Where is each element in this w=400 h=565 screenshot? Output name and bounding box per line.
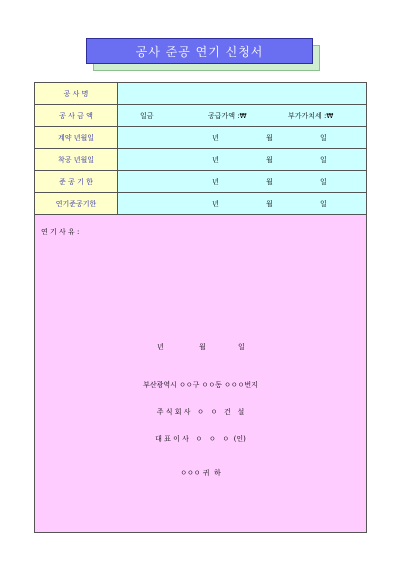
year-unit: 년 [212,155,219,164]
reason-label: 연 기 사 유 : [41,228,80,236]
supply-price: 공급가액 :₩ [208,111,247,120]
project-name-field[interactable] [118,83,366,104]
extended-deadline-field[interactable] [118,193,366,214]
recipient: ㅇㅇㅇ 귀 하 [180,469,221,477]
row-extended-deadline [35,193,366,215]
row-project-name [35,83,366,105]
application-form [34,82,367,533]
completion-deadline-field[interactable] [118,171,366,192]
day-unit: 일 [320,177,327,186]
day-unit: 일 [320,155,327,164]
amount-prefix: 일금 [140,111,154,120]
date-month: 월 [199,343,206,351]
company-address: 부산광역시 ㅇㅇ구 ㅇㅇ동 ㅇㅇㅇ번지 [143,381,258,389]
label-contract-date: 계약 년월일 [35,127,118,148]
row-project-amount [35,105,366,127]
day-unit: 일 [320,199,327,208]
year-unit: 년 [212,177,219,186]
reason-section[interactable] [35,215,366,532]
ceo-name: 대 표 이 사 ㅇ ㅇ ㅇ (인) [155,435,246,443]
month-unit: 월 [266,133,273,142]
year-unit: 년 [212,199,219,208]
contract-date-field[interactable] [118,127,366,148]
row-start-date [35,149,366,171]
label-extended-deadline: 연기준공기한 [35,193,118,214]
year-unit: 년 [212,133,219,142]
month-unit: 월 [266,199,273,208]
page-title: 공사 준공 연기 신청서 [86,38,313,64]
label-project-amount: 공 사 금 액 [35,105,118,126]
vat: 부가가치세 :₩ [288,111,334,120]
month-unit: 월 [266,177,273,186]
day-unit: 일 [320,133,327,142]
row-contract-date [35,127,366,149]
label-start-date: 착공 년월일 [35,149,118,170]
month-unit: 월 [266,155,273,164]
start-date-field[interactable] [118,149,366,170]
date-day: 일 [238,343,245,351]
label-project-name: 공 사 명 [35,83,118,104]
project-amount-field[interactable] [118,105,366,126]
label-completion-deadline: 준 공 기 한 [35,171,118,192]
company-name: 주 식 회 사 ㅇ ㅇ 건 설 [156,408,245,416]
row-completion-deadline [35,171,366,193]
date-year: 년 [157,343,164,351]
